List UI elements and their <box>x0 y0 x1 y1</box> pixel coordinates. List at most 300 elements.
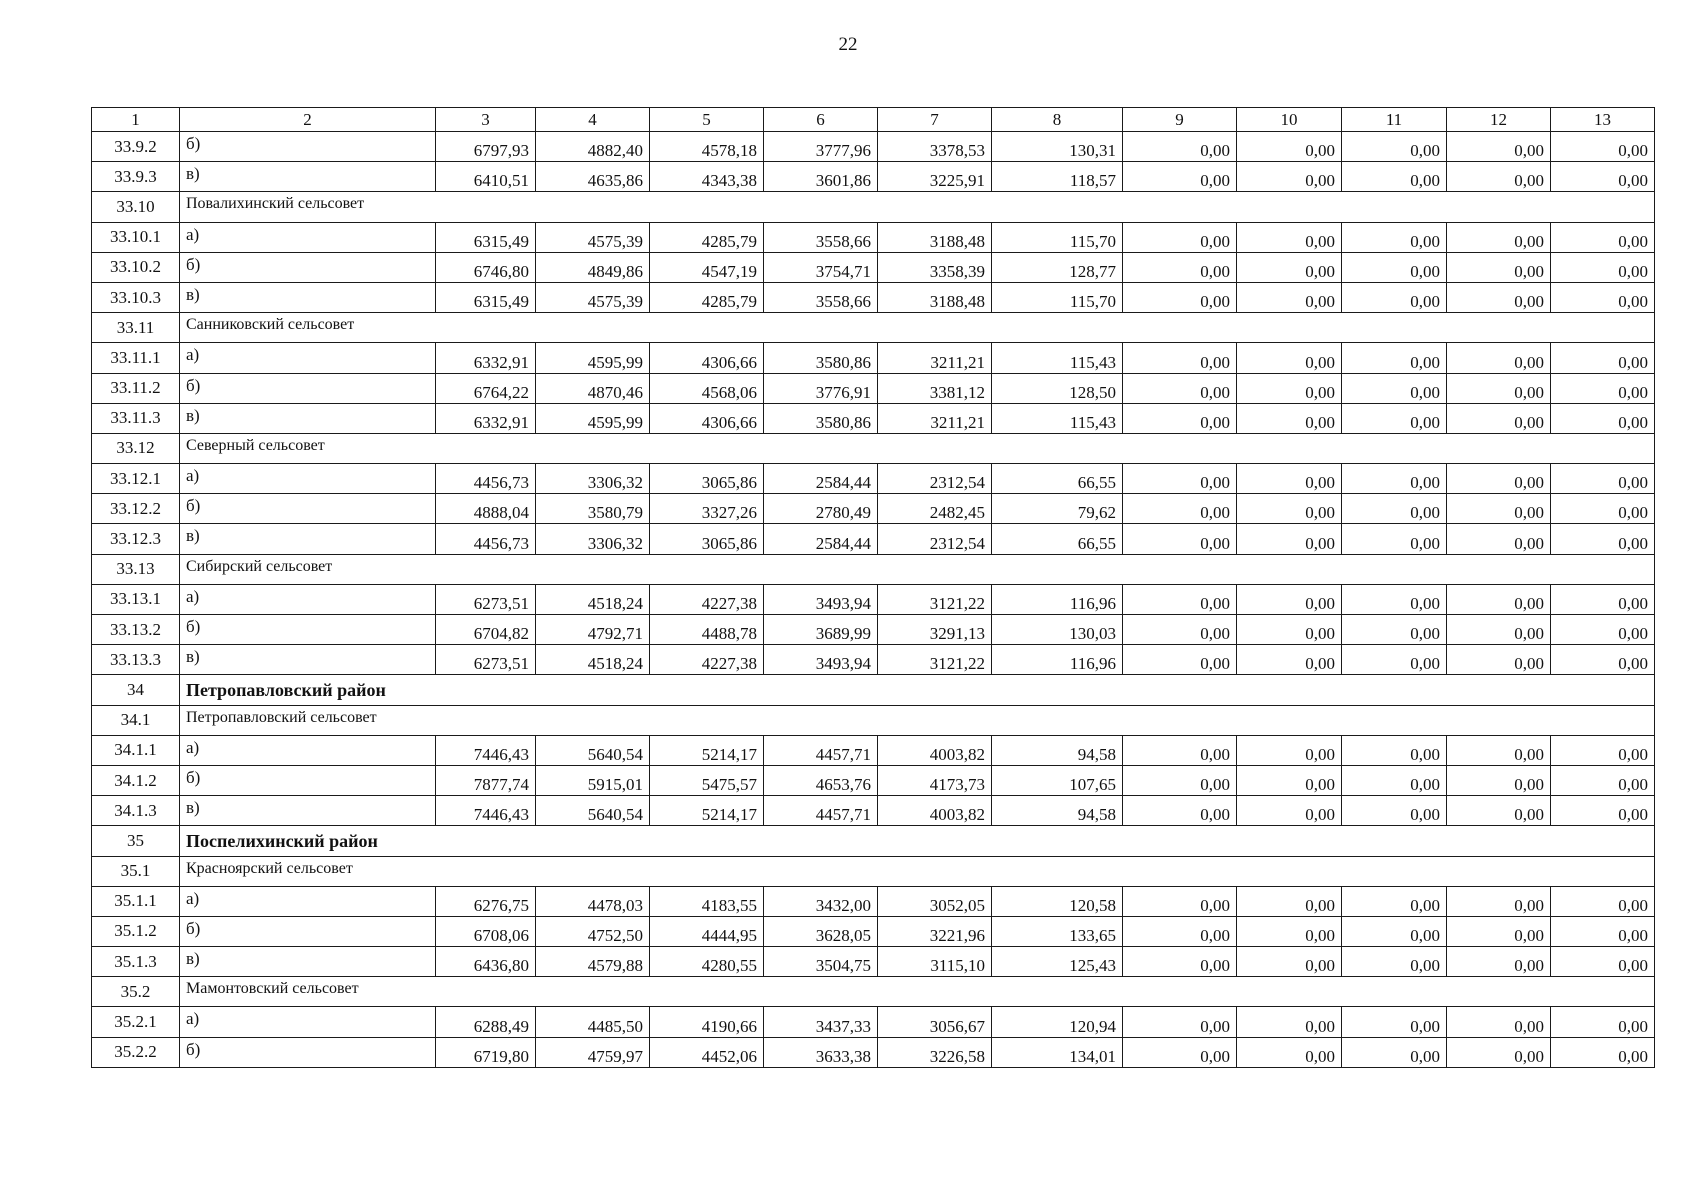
value-cell: 0,00 <box>1447 524 1551 554</box>
value-cell: 0,00 <box>1342 403 1447 433</box>
section-header-row <box>92 856 1655 886</box>
value-cell: 0,00 <box>1447 615 1551 645</box>
value-cell: 4518,24 <box>536 645 650 675</box>
value-cell: 0,00 <box>1551 735 1655 765</box>
value-cell: 0,00 <box>1123 1037 1237 1067</box>
value-cell: 0,00 <box>1237 222 1342 252</box>
table-row <box>92 1037 1655 1067</box>
section-header-row <box>92 554 1655 584</box>
section-title: Сибирский сельсовет <box>180 554 1655 584</box>
value-cell: 4488,78 <box>650 615 764 645</box>
value-cell: 3121,22 <box>878 584 992 614</box>
value-cell: 6332,91 <box>436 403 536 433</box>
value-cell: 3226,58 <box>878 1037 992 1067</box>
page-number: 22 <box>838 34 858 55</box>
column-number: 10 <box>1237 108 1342 132</box>
table-body <box>92 108 1655 1068</box>
section-code: 35.2 <box>92 977 180 1007</box>
value-cell: 4547,19 <box>650 252 764 282</box>
value-cell: 6719,80 <box>436 1037 536 1067</box>
value-cell: 0,00 <box>1237 584 1342 614</box>
value-cell: 0,00 <box>1123 1007 1237 1037</box>
row-code: 33.11.2 <box>92 373 180 403</box>
value-cell: 0,00 <box>1551 282 1655 312</box>
value-cell: 115,43 <box>992 343 1123 373</box>
value-cell: 0,00 <box>1551 1037 1655 1067</box>
table-row <box>92 222 1655 252</box>
column-number: 6 <box>764 108 878 132</box>
row-code: 35.1.2 <box>92 916 180 946</box>
tariff-table <box>91 107 1655 1068</box>
table-row <box>92 524 1655 554</box>
table-row <box>92 1007 1655 1037</box>
value-cell: 4759,97 <box>536 1037 650 1067</box>
value-cell: 4752,50 <box>536 916 650 946</box>
row-code: 33.9.3 <box>92 162 180 192</box>
value-cell: 2780,49 <box>764 494 878 524</box>
column-number: 9 <box>1123 108 1237 132</box>
value-cell: 0,00 <box>1342 645 1447 675</box>
value-cell: 0,00 <box>1447 464 1551 494</box>
value-cell: 116,96 <box>992 645 1123 675</box>
value-cell: 0,00 <box>1342 735 1447 765</box>
value-cell: 4653,76 <box>764 765 878 795</box>
value-cell: 0,00 <box>1551 615 1655 645</box>
value-cell: 3633,38 <box>764 1037 878 1067</box>
value-cell: 3776,91 <box>764 373 878 403</box>
value-cell: 3121,22 <box>878 645 992 675</box>
value-cell: 2312,54 <box>878 464 992 494</box>
value-cell: 5640,54 <box>536 796 650 826</box>
value-cell: 0,00 <box>1447 373 1551 403</box>
value-cell: 0,00 <box>1123 524 1237 554</box>
value-cell: 0,00 <box>1123 282 1237 312</box>
value-cell: 0,00 <box>1551 403 1655 433</box>
value-cell: 0,00 <box>1123 765 1237 795</box>
section-header-row <box>92 433 1655 463</box>
section-code: 34.1 <box>92 705 180 735</box>
value-cell: 7877,74 <box>436 765 536 795</box>
value-cell: 0,00 <box>1447 584 1551 614</box>
value-cell: 0,00 <box>1237 494 1342 524</box>
value-cell: 0,00 <box>1237 615 1342 645</box>
value-cell: 7446,43 <box>436 735 536 765</box>
value-cell: 2584,44 <box>764 464 878 494</box>
value-cell: 0,00 <box>1123 916 1237 946</box>
value-cell: 6410,51 <box>436 162 536 192</box>
value-cell: 0,00 <box>1551 916 1655 946</box>
value-cell: 4190,66 <box>650 1007 764 1037</box>
value-cell: 3065,86 <box>650 524 764 554</box>
row-code: 35.2.1 <box>92 1007 180 1037</box>
section-code: 34 <box>92 675 180 705</box>
table-row <box>92 282 1655 312</box>
value-cell: 5214,17 <box>650 796 764 826</box>
value-cell: 4343,38 <box>650 162 764 192</box>
row-code: 33.13.2 <box>92 615 180 645</box>
value-cell: 0,00 <box>1342 584 1447 614</box>
value-cell: 0,00 <box>1237 796 1342 826</box>
value-cell: 0,00 <box>1551 645 1655 675</box>
value-cell: 0,00 <box>1342 252 1447 282</box>
value-cell: 6764,22 <box>436 373 536 403</box>
value-cell: 0,00 <box>1551 373 1655 403</box>
value-cell: 0,00 <box>1237 886 1342 916</box>
value-cell: 0,00 <box>1447 947 1551 977</box>
section-header-row <box>92 977 1655 1007</box>
value-cell: 3306,32 <box>536 524 650 554</box>
value-cell: 0,00 <box>1342 464 1447 494</box>
value-cell: 0,00 <box>1123 796 1237 826</box>
value-cell: 0,00 <box>1447 1007 1551 1037</box>
value-cell: 0,00 <box>1447 645 1551 675</box>
section-code: 33.12 <box>92 433 180 463</box>
value-cell: 0,00 <box>1237 403 1342 433</box>
district-header-row <box>92 675 1655 705</box>
row-code: 33.10.2 <box>92 252 180 282</box>
row-label: б) <box>180 373 436 403</box>
row-label: а) <box>180 343 436 373</box>
column-number: 13 <box>1551 108 1655 132</box>
value-cell: 115,70 <box>992 222 1123 252</box>
row-label: а) <box>180 1007 436 1037</box>
value-cell: 6746,80 <box>436 252 536 282</box>
value-cell: 0,00 <box>1342 373 1447 403</box>
value-cell: 94,58 <box>992 735 1123 765</box>
value-cell: 3558,66 <box>764 282 878 312</box>
value-cell: 0,00 <box>1551 886 1655 916</box>
value-cell: 3378,53 <box>878 132 992 162</box>
row-code: 33.12.1 <box>92 464 180 494</box>
value-cell: 5640,54 <box>536 735 650 765</box>
row-code: 34.1.3 <box>92 796 180 826</box>
column-number: 11 <box>1342 108 1447 132</box>
value-cell: 6315,49 <box>436 282 536 312</box>
value-cell: 3493,94 <box>764 584 878 614</box>
table-row <box>92 796 1655 826</box>
value-cell: 6273,51 <box>436 584 536 614</box>
value-cell: 6704,82 <box>436 615 536 645</box>
section-title: Красноярский сельсовет <box>180 856 1655 886</box>
section-title: Мамонтовский сельсовет <box>180 977 1655 1007</box>
row-code: 33.9.2 <box>92 132 180 162</box>
row-label: а) <box>180 464 436 494</box>
value-cell: 4578,18 <box>650 132 764 162</box>
value-cell: 3211,21 <box>878 403 992 433</box>
row-code: 33.13.3 <box>92 645 180 675</box>
value-cell: 0,00 <box>1551 162 1655 192</box>
value-cell: 115,43 <box>992 403 1123 433</box>
row-label: б) <box>180 916 436 946</box>
row-label: а) <box>180 222 436 252</box>
value-cell: 0,00 <box>1447 886 1551 916</box>
column-number: 5 <box>650 108 764 132</box>
value-cell: 120,94 <box>992 1007 1123 1037</box>
value-cell: 4173,73 <box>878 765 992 795</box>
value-cell: 0,00 <box>1551 524 1655 554</box>
value-cell: 0,00 <box>1551 796 1655 826</box>
column-number-row <box>92 108 1655 132</box>
section-title: Петропавловский сельсовет <box>180 705 1655 735</box>
table-row <box>92 373 1655 403</box>
column-number: 8 <box>992 108 1123 132</box>
value-cell: 4882,40 <box>536 132 650 162</box>
value-cell: 3211,21 <box>878 343 992 373</box>
value-cell: 0,00 <box>1342 765 1447 795</box>
value-cell: 6708,06 <box>436 916 536 946</box>
value-cell: 0,00 <box>1123 494 1237 524</box>
value-cell: 0,00 <box>1123 735 1237 765</box>
value-cell: 3777,96 <box>764 132 878 162</box>
value-cell: 0,00 <box>1237 1037 1342 1067</box>
value-cell: 0,00 <box>1237 947 1342 977</box>
value-cell: 0,00 <box>1447 1037 1551 1067</box>
value-cell: 0,00 <box>1237 524 1342 554</box>
table-row <box>92 615 1655 645</box>
row-label: в) <box>180 162 436 192</box>
value-cell: 3628,05 <box>764 916 878 946</box>
column-number: 4 <box>536 108 650 132</box>
value-cell: 107,65 <box>992 765 1123 795</box>
value-cell: 0,00 <box>1237 373 1342 403</box>
value-cell: 4518,24 <box>536 584 650 614</box>
value-cell: 2482,45 <box>878 494 992 524</box>
row-label: б) <box>180 765 436 795</box>
column-number: 2 <box>180 108 436 132</box>
value-cell: 5475,57 <box>650 765 764 795</box>
value-cell: 6315,49 <box>436 222 536 252</box>
value-cell: 7446,43 <box>436 796 536 826</box>
value-cell: 4579,88 <box>536 947 650 977</box>
row-code: 33.10.3 <box>92 282 180 312</box>
value-cell: 0,00 <box>1447 735 1551 765</box>
value-cell: 0,00 <box>1447 343 1551 373</box>
value-cell: 3381,12 <box>878 373 992 403</box>
value-cell: 0,00 <box>1342 916 1447 946</box>
value-cell: 0,00 <box>1237 162 1342 192</box>
value-cell: 0,00 <box>1447 403 1551 433</box>
section-code: 33.10 <box>92 192 180 222</box>
value-cell: 6436,80 <box>436 947 536 977</box>
value-cell: 0,00 <box>1342 222 1447 252</box>
value-cell: 6288,49 <box>436 1007 536 1037</box>
value-cell: 0,00 <box>1237 252 1342 282</box>
row-label: в) <box>180 524 436 554</box>
row-label: а) <box>180 584 436 614</box>
section-code: 33.11 <box>92 313 180 343</box>
value-cell: 0,00 <box>1123 947 1237 977</box>
value-cell: 125,43 <box>992 947 1123 977</box>
row-label: б) <box>180 252 436 282</box>
row-code: 35.1.1 <box>92 886 180 916</box>
value-cell: 2312,54 <box>878 524 992 554</box>
value-cell: 4575,39 <box>536 222 650 252</box>
value-cell: 0,00 <box>1123 584 1237 614</box>
column-number: 3 <box>436 108 536 132</box>
value-cell: 0,00 <box>1123 373 1237 403</box>
row-label: в) <box>180 796 436 826</box>
value-cell: 0,00 <box>1551 947 1655 977</box>
value-cell: 4183,55 <box>650 886 764 916</box>
table-row <box>92 494 1655 524</box>
table-row <box>92 132 1655 162</box>
value-cell: 3225,91 <box>878 162 992 192</box>
row-label: б) <box>180 494 436 524</box>
row-label: б) <box>180 1037 436 1067</box>
value-cell: 4575,39 <box>536 282 650 312</box>
value-cell: 4457,71 <box>764 735 878 765</box>
row-code: 33.13.1 <box>92 584 180 614</box>
value-cell: 6273,51 <box>436 645 536 675</box>
value-cell: 3065,86 <box>650 464 764 494</box>
district-header-row <box>92 826 1655 856</box>
value-cell: 5214,17 <box>650 735 764 765</box>
row-code: 33.11.1 <box>92 343 180 373</box>
value-cell: 4568,06 <box>650 373 764 403</box>
value-cell: 0,00 <box>1447 282 1551 312</box>
value-cell: 0,00 <box>1237 645 1342 675</box>
column-number: 7 <box>878 108 992 132</box>
value-cell: 3601,86 <box>764 162 878 192</box>
section-code: 35.1 <box>92 856 180 886</box>
table-row <box>92 886 1655 916</box>
value-cell: 4227,38 <box>650 645 764 675</box>
value-cell: 3052,05 <box>878 886 992 916</box>
value-cell: 0,00 <box>1237 464 1342 494</box>
value-cell: 3306,32 <box>536 464 650 494</box>
value-cell: 3580,86 <box>764 343 878 373</box>
section-title: Повалихинский сельсовет <box>180 192 1655 222</box>
value-cell: 120,58 <box>992 886 1123 916</box>
row-code: 33.10.1 <box>92 222 180 252</box>
value-cell: 0,00 <box>1447 252 1551 282</box>
value-cell: 0,00 <box>1551 252 1655 282</box>
value-cell: 116,96 <box>992 584 1123 614</box>
value-cell: 0,00 <box>1447 765 1551 795</box>
value-cell: 115,70 <box>992 282 1123 312</box>
value-cell: 0,00 <box>1123 886 1237 916</box>
value-cell: 3493,94 <box>764 645 878 675</box>
row-code: 34.1.1 <box>92 735 180 765</box>
value-cell: 0,00 <box>1237 916 1342 946</box>
value-cell: 130,03 <box>992 615 1123 645</box>
column-number: 12 <box>1447 108 1551 132</box>
table-row <box>92 162 1655 192</box>
value-cell: 0,00 <box>1551 765 1655 795</box>
value-cell: 3432,00 <box>764 886 878 916</box>
value-cell: 6797,93 <box>436 132 536 162</box>
value-cell: 0,00 <box>1447 162 1551 192</box>
value-cell: 4849,86 <box>536 252 650 282</box>
value-cell: 66,55 <box>992 524 1123 554</box>
value-cell: 0,00 <box>1551 464 1655 494</box>
value-cell: 0,00 <box>1237 343 1342 373</box>
row-code: 33.11.3 <box>92 403 180 433</box>
value-cell: 0,00 <box>1342 796 1447 826</box>
table-row <box>92 947 1655 977</box>
row-code: 35.2.2 <box>92 1037 180 1067</box>
value-cell: 3504,75 <box>764 947 878 977</box>
section-header-row <box>92 313 1655 343</box>
value-cell: 4285,79 <box>650 222 764 252</box>
value-cell: 0,00 <box>1551 1007 1655 1037</box>
value-cell: 4003,82 <box>878 735 992 765</box>
value-cell: 3580,86 <box>764 403 878 433</box>
value-cell: 4444,95 <box>650 916 764 946</box>
value-cell: 6332,91 <box>436 343 536 373</box>
value-cell: 6276,75 <box>436 886 536 916</box>
value-cell: 134,01 <box>992 1037 1123 1067</box>
value-cell: 3689,99 <box>764 615 878 645</box>
row-label: в) <box>180 947 436 977</box>
value-cell: 3115,10 <box>878 947 992 977</box>
value-cell: 3188,48 <box>878 222 992 252</box>
row-code: 34.1.2 <box>92 765 180 795</box>
value-cell: 4306,66 <box>650 403 764 433</box>
value-cell: 133,65 <box>992 916 1123 946</box>
value-cell: 128,50 <box>992 373 1123 403</box>
value-cell: 0,00 <box>1551 494 1655 524</box>
value-cell: 4595,99 <box>536 403 650 433</box>
value-cell: 4227,38 <box>650 584 764 614</box>
value-cell: 3580,79 <box>536 494 650 524</box>
table-row <box>92 765 1655 795</box>
table-row <box>92 916 1655 946</box>
value-cell: 0,00 <box>1447 796 1551 826</box>
value-cell: 3558,66 <box>764 222 878 252</box>
section-header-row <box>92 192 1655 222</box>
value-cell: 66,55 <box>992 464 1123 494</box>
value-cell: 0,00 <box>1551 584 1655 614</box>
value-cell: 5915,01 <box>536 765 650 795</box>
table-row <box>92 645 1655 675</box>
row-label: а) <box>180 735 436 765</box>
section-code: 33.13 <box>92 554 180 584</box>
value-cell: 0,00 <box>1237 735 1342 765</box>
row-label: в) <box>180 403 436 433</box>
value-cell: 4306,66 <box>650 343 764 373</box>
value-cell: 0,00 <box>1123 645 1237 675</box>
district-title: Петропавловский район <box>180 675 1655 705</box>
section-title: Северный сельсовет <box>180 433 1655 463</box>
value-cell: 3221,96 <box>878 916 992 946</box>
value-cell: 0,00 <box>1342 524 1447 554</box>
table-row <box>92 343 1655 373</box>
value-cell: 0,00 <box>1342 282 1447 312</box>
row-code: 33.12.2 <box>92 494 180 524</box>
value-cell: 0,00 <box>1342 132 1447 162</box>
table-row <box>92 735 1655 765</box>
value-cell: 4478,03 <box>536 886 650 916</box>
value-cell: 3291,13 <box>878 615 992 645</box>
row-label: б) <box>180 132 436 162</box>
row-label: в) <box>180 282 436 312</box>
value-cell: 2584,44 <box>764 524 878 554</box>
value-cell: 0,00 <box>1551 343 1655 373</box>
table-row <box>92 584 1655 614</box>
value-cell: 94,58 <box>992 796 1123 826</box>
value-cell: 4456,73 <box>436 524 536 554</box>
value-cell: 0,00 <box>1123 403 1237 433</box>
value-cell: 0,00 <box>1123 615 1237 645</box>
row-code: 35.1.3 <box>92 947 180 977</box>
value-cell: 118,57 <box>992 162 1123 192</box>
value-cell: 0,00 <box>1447 916 1551 946</box>
section-header-row <box>92 705 1655 735</box>
value-cell: 128,77 <box>992 252 1123 282</box>
value-cell: 0,00 <box>1447 222 1551 252</box>
value-cell: 0,00 <box>1342 162 1447 192</box>
